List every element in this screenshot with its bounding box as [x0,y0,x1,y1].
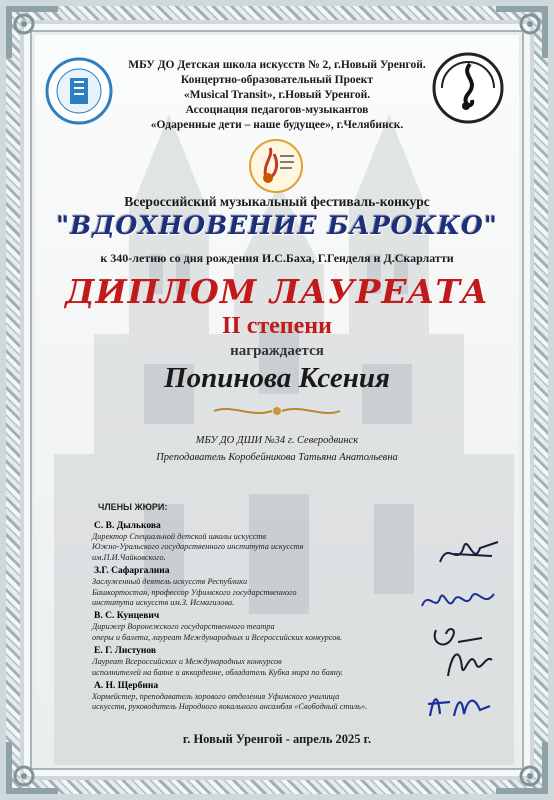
corner-ornament-icon [492,738,552,798]
jury-member-desc: института искусств им.З. Исмагилова. [92,598,235,608]
awarded-label: награждается [230,343,324,359]
corner-ornament-icon [2,738,62,798]
school-name: МБУ ДО ДШИ №34 г. Северодвинск [195,435,359,446]
jury-member-desc: Южно-Уральского государственного института искусств [92,542,304,552]
signature-5-icon [420,686,494,724]
recipient-name: Попинова Ксения [164,362,390,394]
festival-title: "ВДОХНОВЕНИЕ БАРОККО" [56,211,498,240]
organizers-header [34,58,520,133]
diploma-heading: ДИПЛОМ ЛАУРЕАТА [65,272,489,311]
corner-ornament-icon [2,2,62,62]
signature-2-icon [418,582,498,618]
jury-member-name: В. С. Кунцевич [94,611,160,622]
header-line: Ассоциация педагогов-музыкантов [185,104,369,116]
header-line: МБУ ДО Детская школа искусств № 2, г.Новый Уренгой. [128,59,426,71]
jury-heading: ЧЛЕНЫ ЖЮРИ: [98,502,168,512]
jury-member-desc: Хормейстер, преподаватель хорового отделения Уфимского училища [92,692,340,702]
jury-member-desc: Башкортостан, профессор Уфимского государственного [92,587,297,597]
signature-4-icon [438,642,498,682]
degree-label: II степени [222,313,332,339]
jury-member-desc: им.П.И.Чайковского. [92,552,166,562]
jury-member [92,680,422,713]
jury-member-desc: Заслуженный деятель искусств Республики [92,577,248,587]
jury-member [92,565,422,608]
jury-member-desc: Директор Специальной детской школы искусств [92,532,266,541]
jury-member-name: А. Н. Щербина [94,681,159,692]
jury-member [92,520,422,563]
header-line: «Одаренные дети – наше будущее», г.Челябинск. [150,119,404,131]
jury-member-desc: искусств, руководитель Народного вокального ансамбля «Свободный стиль». [92,702,368,712]
jury-member-desc: оперы и балета, лауреат Международных и Всероссийских конкурсов. [92,632,343,642]
footer-place-date: г. Новый Уренгой - апрель 2025 г. [182,732,372,746]
jury-member-desc: Лауреат Всероссийских и Международных конкурсов [92,657,282,667]
jury-member-desc: Дирижер Воронежского государственного театра [92,622,275,632]
jury-member-desc: исполнителей на баяне и аккордеоне, обладатель Кубка мира по баяну. [92,667,344,677]
jury-member-name: З.Г. Сафаргалина [94,566,170,577]
jury-member-name: Е. Г. Листунов [94,646,156,657]
jury-member [92,645,422,678]
jury-list [92,520,422,715]
festival-subtitle: к 340-летию со дня рождения И.С.Баха, Г.Генделя и Д.Скарлатти [100,251,454,265]
school-block [34,432,520,466]
jury-member-name: С. В. Дылькова [94,521,161,531]
teacher-name: Преподаватель Коробейникова Татьяна Анатольевна [156,452,398,463]
header-line: Концертно-образовательный Проект [180,74,374,86]
ornament-divider-icon [212,404,342,418]
jury-member [92,610,422,643]
header-line: «Musical Transit», г.Новый Уренгой. [183,89,371,101]
festival-label: Всероссийский музыкальный фестиваль-конкурс [124,194,430,209]
signature-1-icon [434,532,504,572]
association-logo-icon [248,138,304,194]
